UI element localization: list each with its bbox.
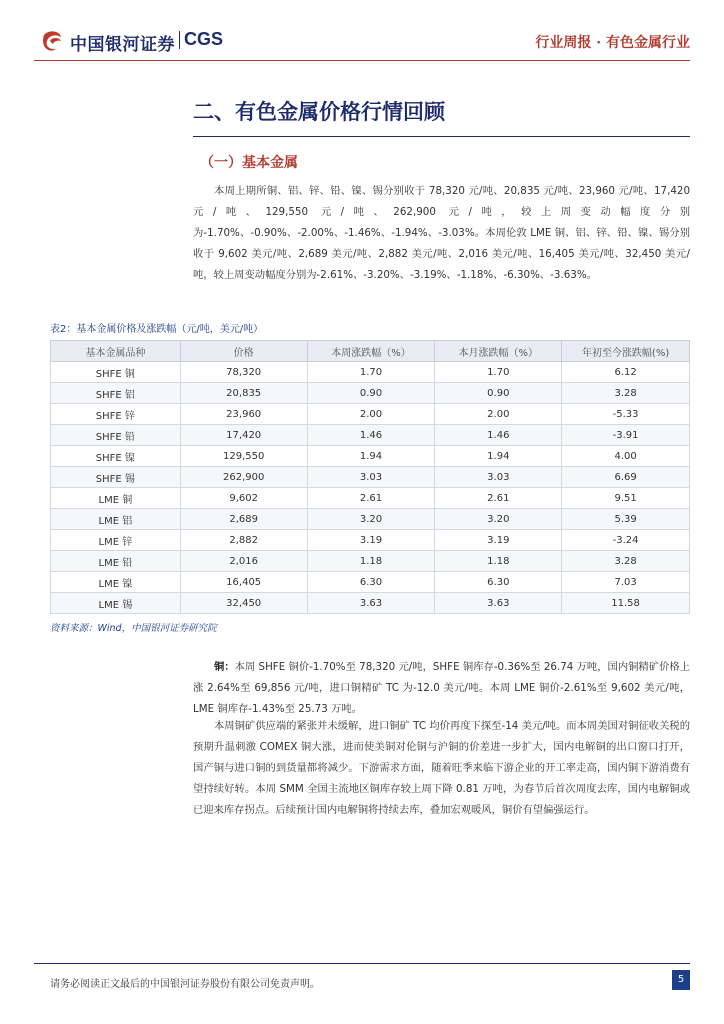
table-row — [51, 362, 690, 383]
table-cell: SHFE 锌 — [51, 404, 181, 425]
table-cell: SHFE 镍 — [51, 446, 181, 467]
table-caption: 表2：基本金属价格及涨跌幅（元/吨，美元/吨） — [50, 324, 264, 335]
logo-chinese-name: 中国银河证券 — [70, 35, 175, 55]
table-row — [51, 509, 690, 530]
table-cell: 0.90 — [435, 383, 562, 404]
table-cell: 1.18 — [307, 551, 435, 572]
table-cell: 9,602 — [180, 488, 307, 509]
table-cell: 6.30 — [435, 572, 562, 593]
column-header: 价格 — [180, 341, 307, 362]
page-number: 5 — [672, 970, 690, 990]
logo-english-name: CGS — [184, 29, 224, 49]
table-cell: 3.20 — [307, 509, 435, 530]
copper-lead: 铜： — [214, 661, 235, 673]
table-cell: 0.90 — [307, 383, 435, 404]
table-cell: 262,900 — [180, 467, 307, 488]
table-cell: 23,960 — [180, 404, 307, 425]
table-cell: LME 铜 — [51, 488, 181, 509]
table-cell: 1.70 — [435, 362, 562, 383]
logo-divider — [179, 31, 180, 49]
section-title: 二、有色金属价格行情回顾 — [193, 99, 445, 124]
table-cell: 3.03 — [307, 467, 435, 488]
table-cell: SHFE 锡 — [51, 467, 181, 488]
table-cell: 5.39 — [562, 509, 690, 530]
table-cell: 1.94 — [435, 446, 562, 467]
table-row — [51, 467, 690, 488]
table-row — [51, 446, 690, 467]
table-cell: SHFE 铅 — [51, 425, 181, 446]
table-cell: 3.20 — [435, 509, 562, 530]
table-cell: LME 锡 — [51, 593, 181, 614]
table-cell: 20,835 — [180, 383, 307, 404]
table-cell: -3.91 — [562, 425, 690, 446]
table-cell: LME 铅 — [51, 551, 181, 572]
section-divider — [193, 136, 690, 137]
table-row — [51, 530, 690, 551]
table-cell: LME 镍 — [51, 572, 181, 593]
report-tag: 行业周报 · 有色金属行业 — [535, 35, 690, 51]
table-cell: LME 铝 — [51, 509, 181, 530]
table-row — [51, 425, 690, 446]
column-header: 本周涨跌幅（%） — [307, 341, 435, 362]
table-source: 资料来源：Wind，中国银河证券研究院 — [50, 623, 217, 634]
table-row — [51, 551, 690, 572]
table-header-row — [51, 341, 690, 362]
table-cell: LME 锌 — [51, 530, 181, 551]
table-cell: 6.69 — [562, 467, 690, 488]
table-cell: 78,320 — [180, 362, 307, 383]
table-cell: 3.03 — [435, 467, 562, 488]
copper-text: 本周 SHFE 铜价-1.70%至 78,320 元/吨，SHFE 铜库存-0.36%至 26.74 万吨，国内铜精矿价格上涨 2.64%至 69,856 元/吨，进口铜精矿 TC 为-12.0 美元/吨。本周 LME 铜价-2.61%至 9,602 美元/吨，LME 铜库存-1.43%至 25.73 万吨。 — [193, 661, 691, 715]
table-row — [51, 572, 690, 593]
table-cell: -3.24 — [562, 530, 690, 551]
subsection-title: （一）基本金属 — [200, 155, 298, 171]
table-cell: 1.46 — [307, 425, 435, 446]
table-cell: -5.33 — [562, 404, 690, 425]
page-header — [0, 0, 724, 60]
metal-price-table — [50, 340, 690, 614]
table-cell: 16,405 — [180, 572, 307, 593]
table-cell: 2,689 — [180, 509, 307, 530]
header-divider — [34, 60, 690, 61]
table-row — [51, 488, 690, 509]
table-cell: 1.94 — [307, 446, 435, 467]
table-cell: 2,882 — [180, 530, 307, 551]
table-cell: SHFE 铜 — [51, 362, 181, 383]
table-cell: 17,420 — [180, 425, 307, 446]
table-cell: 7.03 — [562, 572, 690, 593]
table-cell: 3.28 — [562, 383, 690, 404]
table-cell: 3.63 — [435, 593, 562, 614]
column-header: 基本金属品种 — [51, 341, 181, 362]
table-cell: 3.28 — [562, 551, 690, 572]
table-row — [51, 404, 690, 425]
table-cell: 6.30 — [307, 572, 435, 593]
table-row — [51, 593, 690, 614]
intro-paragraph: 本周上期所铜、铝、锌、铅、镍、锡分别收于 78,320 元/吨、20,835 元/吨、23,960 元/吨、17,420 元/吨、129,550 元/吨、262,900 元/吨，较上周变动幅度分别为-1.70%、-0.90%、-2.00%、-1.46%、-1.94%、-3.03%。本周伦敦 LME 铜、铝、锌、铅、镍、锡分别收于 9,602 美元/吨、2,689 美元/吨、2,882 美元/吨、2,016 美元/吨、16,405 美元/吨、32,450 美元/吨，较上周变动幅度分别为-2.61%、-3.20%、-3.19%、-1.18%、-6.30%、-3.63%。 — [193, 185, 690, 281]
table-cell: 32,450 — [180, 593, 307, 614]
table-cell: 1.46 — [435, 425, 562, 446]
table-cell: 3.19 — [307, 530, 435, 551]
table-cell: 4.00 — [562, 446, 690, 467]
footer-divider — [34, 963, 690, 964]
table-cell: 6.12 — [562, 362, 690, 383]
table-cell: 2.00 — [307, 404, 435, 425]
copper-paragraph-2: 本周铜矿供应端的紧张并未缓解，进口铜矿 TC 均价再度下探至-14 美元/吨。而本周美国对铜征收关税的预期升温刺激 COMEX 铜大涨，进而使美铜对伦铜与沪铜的价差进一步扩大，国内电解铜的出口窗口打开，国产铜与进口铜的到货量都将减少。下游需求方面，随着旺季来临下游企业的开工率走高，国内铜下游消费有望持续好转。本周 SMM 全国主流地区铜库存较上周下降 0.81 万吨，为春节后首次周度去库，国内电解铜或已迎来库存拐点。后续预计国内电解铜将持续去库，叠加宏观暖风，铜价有望偏强运行。 — [193, 720, 690, 816]
table-cell: 3.19 — [435, 530, 562, 551]
column-header: 年初至今涨跌幅(%) — [562, 341, 690, 362]
table-row — [51, 383, 690, 404]
footer-disclaimer: 请务必阅读正文最后的中国银河证券股份有限公司免责声明。 — [50, 979, 320, 990]
table-cell: SHFE 铝 — [51, 383, 181, 404]
table-cell: 11.58 — [562, 593, 690, 614]
table-cell: 2.61 — [307, 488, 435, 509]
table-cell: 3.63 — [307, 593, 435, 614]
table-cell: 2.00 — [435, 404, 562, 425]
cgs-logo-icon — [40, 29, 64, 53]
table-cell: 1.18 — [435, 551, 562, 572]
table-cell: 1.70 — [307, 362, 435, 383]
table-cell: 129,550 — [180, 446, 307, 467]
copper-paragraph — [193, 657, 690, 720]
table-cell: 9.51 — [562, 488, 690, 509]
table-cell: 2,016 — [180, 551, 307, 572]
table-cell: 2.61 — [435, 488, 562, 509]
column-header: 本月涨跌幅（%） — [435, 341, 562, 362]
